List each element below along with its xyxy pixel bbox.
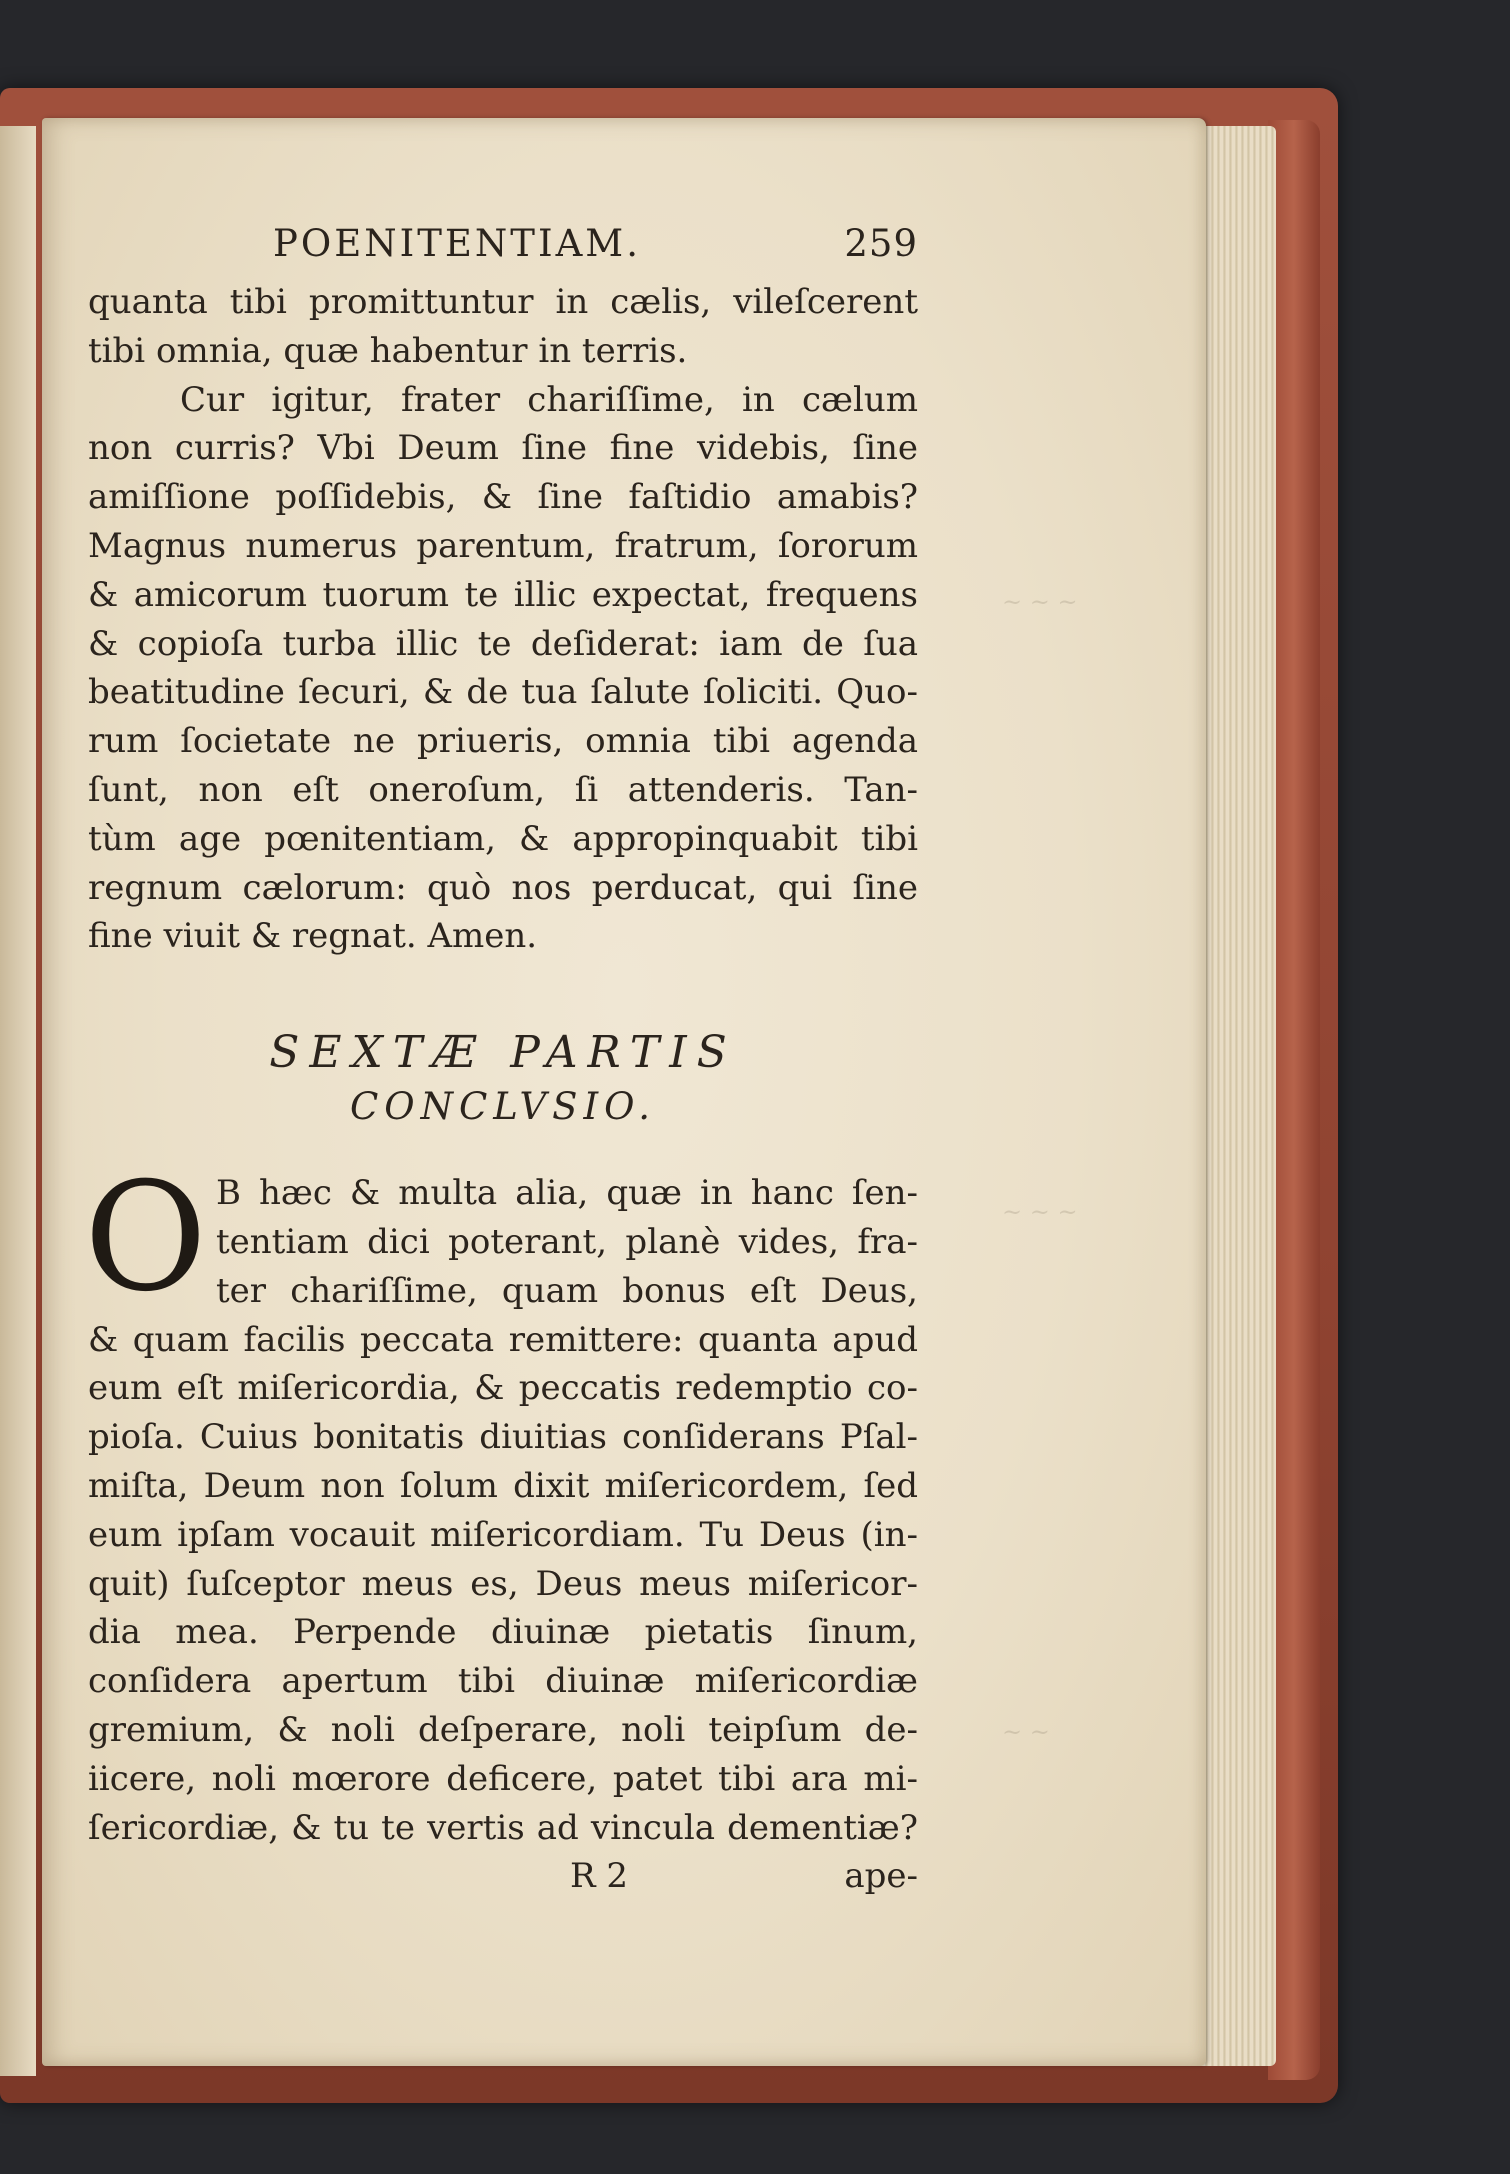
- drop-cap: O: [84, 1151, 207, 1326]
- text-line: tibi omnia, quæ habentur in terris.: [88, 330, 688, 371]
- bleed-through-mark: ~ ~ ~: [1002, 1198, 1078, 1226]
- text-line: B hæc & multa alia, quæ in hanc ſen-: [216, 1173, 918, 1214]
- gutter-strip: [0, 126, 36, 2076]
- running-head-title: POENITENTIAM.: [273, 222, 641, 265]
- conclusion-paragraph: [84, 1151, 918, 1852]
- bleed-through-mark: ~ ~: [1002, 1718, 1050, 1746]
- text-line: quanta tibi promittuntur in cælis, vileſcerent: [88, 282, 918, 322]
- text-line: ter chariſſime, quam bonus eſt Deus,: [216, 1270, 918, 1311]
- text-line: ſericordiæ, & tu te vertis ad vincula dementiæ?: [88, 1807, 918, 1848]
- text-line: Cur igitur, frater chariſſime, in cælum: [180, 379, 918, 420]
- text-line: iicere, noli mœrore deficere, patet tibi ara mi-: [88, 1758, 918, 1799]
- paragraph-2: [88, 376, 918, 962]
- text-line: & quam facilis peccata remittere: quanta apud: [88, 1319, 918, 1360]
- text-line: beatitudine ſecuri, & de tua ſalute ſoliciti. Quo-: [88, 672, 918, 713]
- section-heading: SEXTÆ PARTIS: [269, 1027, 737, 1079]
- paragraph-1: [88, 278, 918, 376]
- text-line: ſunt, non eſt oneroſum, ſi attenderis. Tan-: [88, 769, 918, 810]
- signature-mark: R 2: [570, 1856, 629, 1897]
- text-line: fine viuit & regnat. Amen.: [88, 916, 538, 957]
- text-line: & copioſa turba illic te deſiderat: iam de ſua: [88, 623, 918, 664]
- text-line: dia mea. Perpende diuinæ pietatis ſinum,: [88, 1612, 918, 1653]
- catchword: ape-: [844, 1856, 918, 1897]
- text-line: quit) ſuſceptor meus es, Deus meus miſericor-: [88, 1563, 918, 1604]
- text-line: gremium, & noli deſperare, noli teipſum de-: [88, 1709, 918, 1750]
- page-text: [84, 222, 918, 1908]
- text-line: amiſſione poſſidebis, & ſine faſtidio amabis?: [88, 477, 918, 518]
- text-line: conſidera apertum tibi diuinæ miſericordiæ: [88, 1661, 918, 1702]
- text-line: pioſa. Cuius bonitatis diuitias conſiderans Pſal-: [88, 1417, 918, 1458]
- text-line: tùm age pœnitentiam, & appropinquabit tibi: [88, 818, 918, 859]
- text-line: eum eſt miſericordia, & peccatis redemptio co-: [88, 1368, 918, 1409]
- text-line: eum ipſam vocauit miſericordiam. Tu Deus (in-: [88, 1514, 918, 1555]
- text-line: non curris? Vbi Deum ſine fine videbis, ſine: [88, 428, 918, 469]
- bleed-through-mark: ~ ~ ~: [1002, 588, 1078, 616]
- page-number: 259: [844, 222, 918, 265]
- text-line: tentiam dici poterant, planè vides, fra-: [216, 1221, 918, 1262]
- page-edges: [1196, 126, 1276, 2066]
- text-line: miſta, Deum non ſolum dixit miſericordem, ſed: [88, 1465, 918, 1506]
- section-subheading: CONCLVSIO.: [349, 1085, 657, 1129]
- running-head: [88, 222, 918, 278]
- text-line: regnum cælorum: quò nos perducat, qui ſine: [88, 867, 918, 908]
- text-line: rum ſocietate ne priueris, omnia tibi agenda: [88, 721, 918, 762]
- page-footer: [88, 1856, 918, 1908]
- text-line: Magnus numerus parentum, fratrum, ſororum: [88, 525, 918, 566]
- text-line: & amicorum tuorum te illic expectat, frequens: [88, 574, 918, 615]
